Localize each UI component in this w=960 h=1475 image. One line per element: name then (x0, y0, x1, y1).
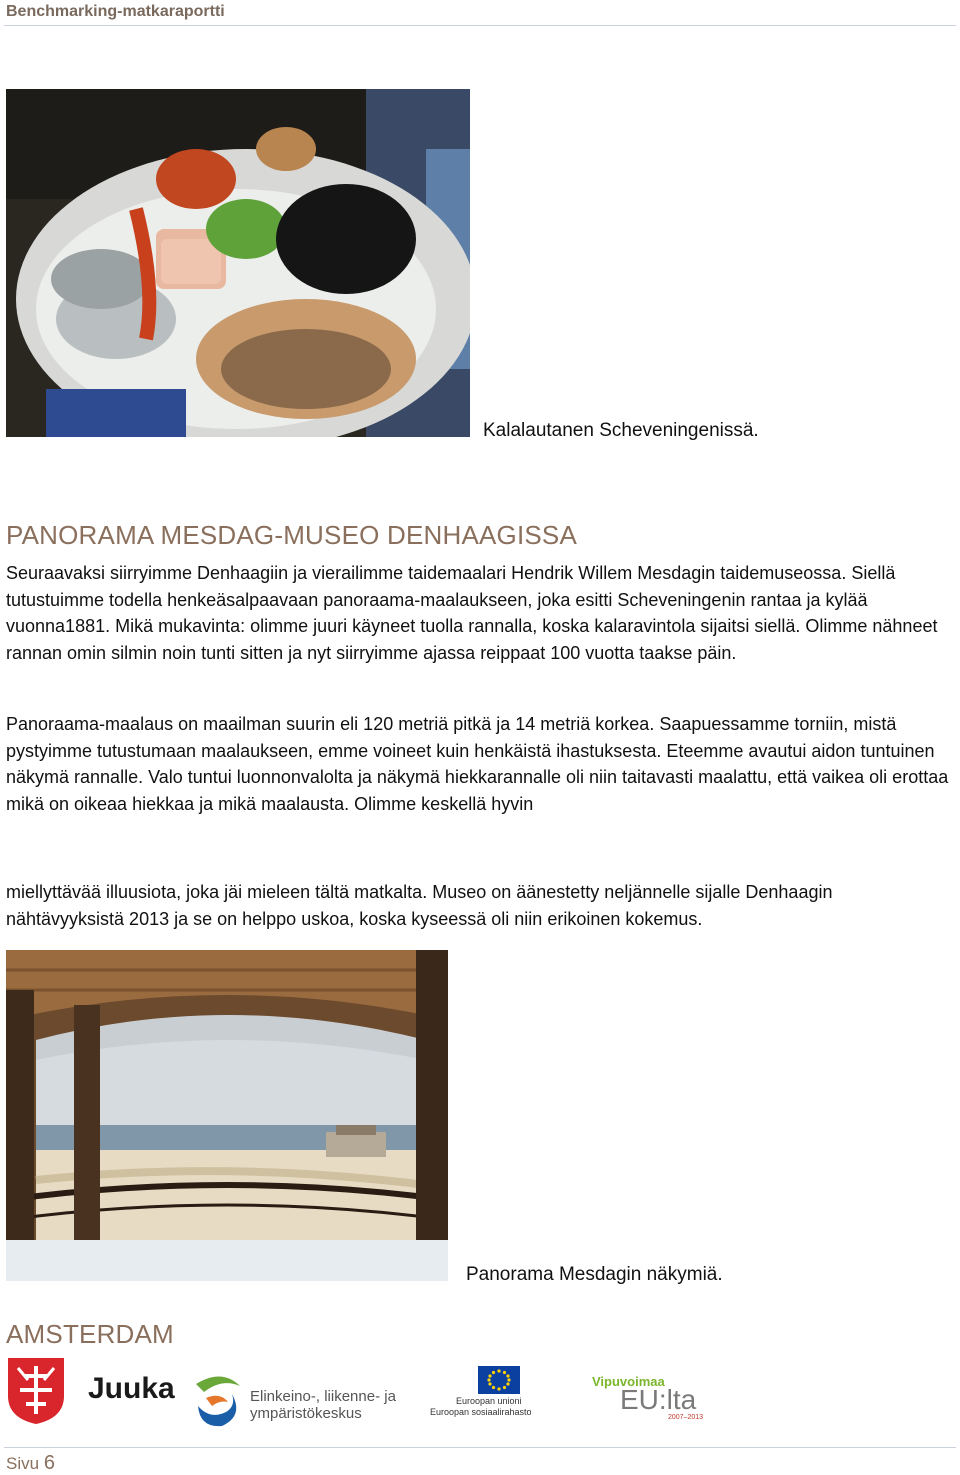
paragraph-text: Panoraama-maalaus on maailman suurin eli 120 metriä pitkä ja 14 metriä korkea. Saapuessamme torniin, mistä pystyimme tutustumaan maalaukseen, emme voineet kuin henkäistä ihastuksesta. Eteemme avautui aidon tuntuinen näkymä rannalle. Valo tuntui luonnonvalolta ja näkymä hiekkarannalle oli niin taitavasti maalattu, että vaikea oli erottaa mikä on oikeaa hiekkaa ja mikä maalausta. Olimme keskellä hyvin (6, 714, 949, 814)
seafood-platter-photo (6, 89, 470, 437)
seafood-photo-caption: Kalalautanen Scheveningenissä. (483, 420, 759, 441)
panorama-paragraph-2 (6, 711, 954, 817)
vipuvoimaa-logo-main: EU:lta (620, 1384, 697, 1415)
eu-flag-icon (478, 1366, 520, 1394)
sponsor-logos (0, 1354, 960, 1434)
header-divider (4, 25, 956, 26)
panorama-mesdag-photo (6, 950, 448, 1281)
juuka-coat-of-arms (6, 1356, 66, 1426)
paragraph-text: Seuraavaksi siirryimme Denhaagiin ja vierailimme taidemaalari Hendrik Willem Mesdagin taidemuseossa. Siellä tutustuimme todella henkeäsalpaavaan panoraama-maalaukseen, joka esitti Scheveningenin rantaa ja kylää vuonna1881. Mikä mukavinta: olimme juuri käyneet tuolla rannalla, koska kalaravintola sijaitsi siellä. Olimme nähneet rannan omin silmin noin tunti sitten ja nyt siirryimme ajassa reippaat 100 vuotta taakse päin. (6, 563, 938, 663)
panorama-paragraph-1 (6, 560, 954, 666)
panorama-paragraph-3 (6, 879, 954, 932)
eu-logo-text-2: Euroopan sosiaalirahasto (430, 1407, 532, 1417)
header-title: Benchmarking-matkaraportti (6, 3, 225, 20)
section-heading-amsterdam: AMSTERDAM (6, 1319, 174, 1349)
page-header (0, 0, 960, 26)
section-heading-panorama: PANORAMA MESDAG-MUSEO DENHAAGISSA (6, 520, 577, 550)
paragraph-text: miellyttävää illuusiota, joka jäi mieleen tältä matkalta. Museo on äänestetty neljännelle sijalle Denhaagin nähtävyyksistä 2013 ja se on helppo uskoa, koska kyseessä oli niin erikoinen kokemus. (6, 882, 833, 929)
vipuvoimaa-logo-years: 2007–2013 (668, 1414, 704, 1421)
juuka-logo-text: Juuka (88, 1372, 175, 1405)
ely-logo-text-1: Elinkeino-, liikenne- ja (250, 1388, 396, 1405)
eu-logo-text-1: Euroopan unioni (456, 1396, 522, 1406)
ely-logo-mark (192, 1372, 244, 1428)
ely-logo-text-2: ympäristökeskus (250, 1405, 362, 1422)
vipuvoimaa-logo-top: Vipuvoimaa (592, 1374, 665, 1389)
page-number-value: 6 (43, 1452, 55, 1474)
footer-divider (4, 1447, 956, 1448)
panorama-photo-caption: Panorama Mesdagin näkymiä. (466, 1264, 723, 1285)
page-number (6, 1452, 55, 1475)
page-label: Sivu (6, 1454, 40, 1473)
